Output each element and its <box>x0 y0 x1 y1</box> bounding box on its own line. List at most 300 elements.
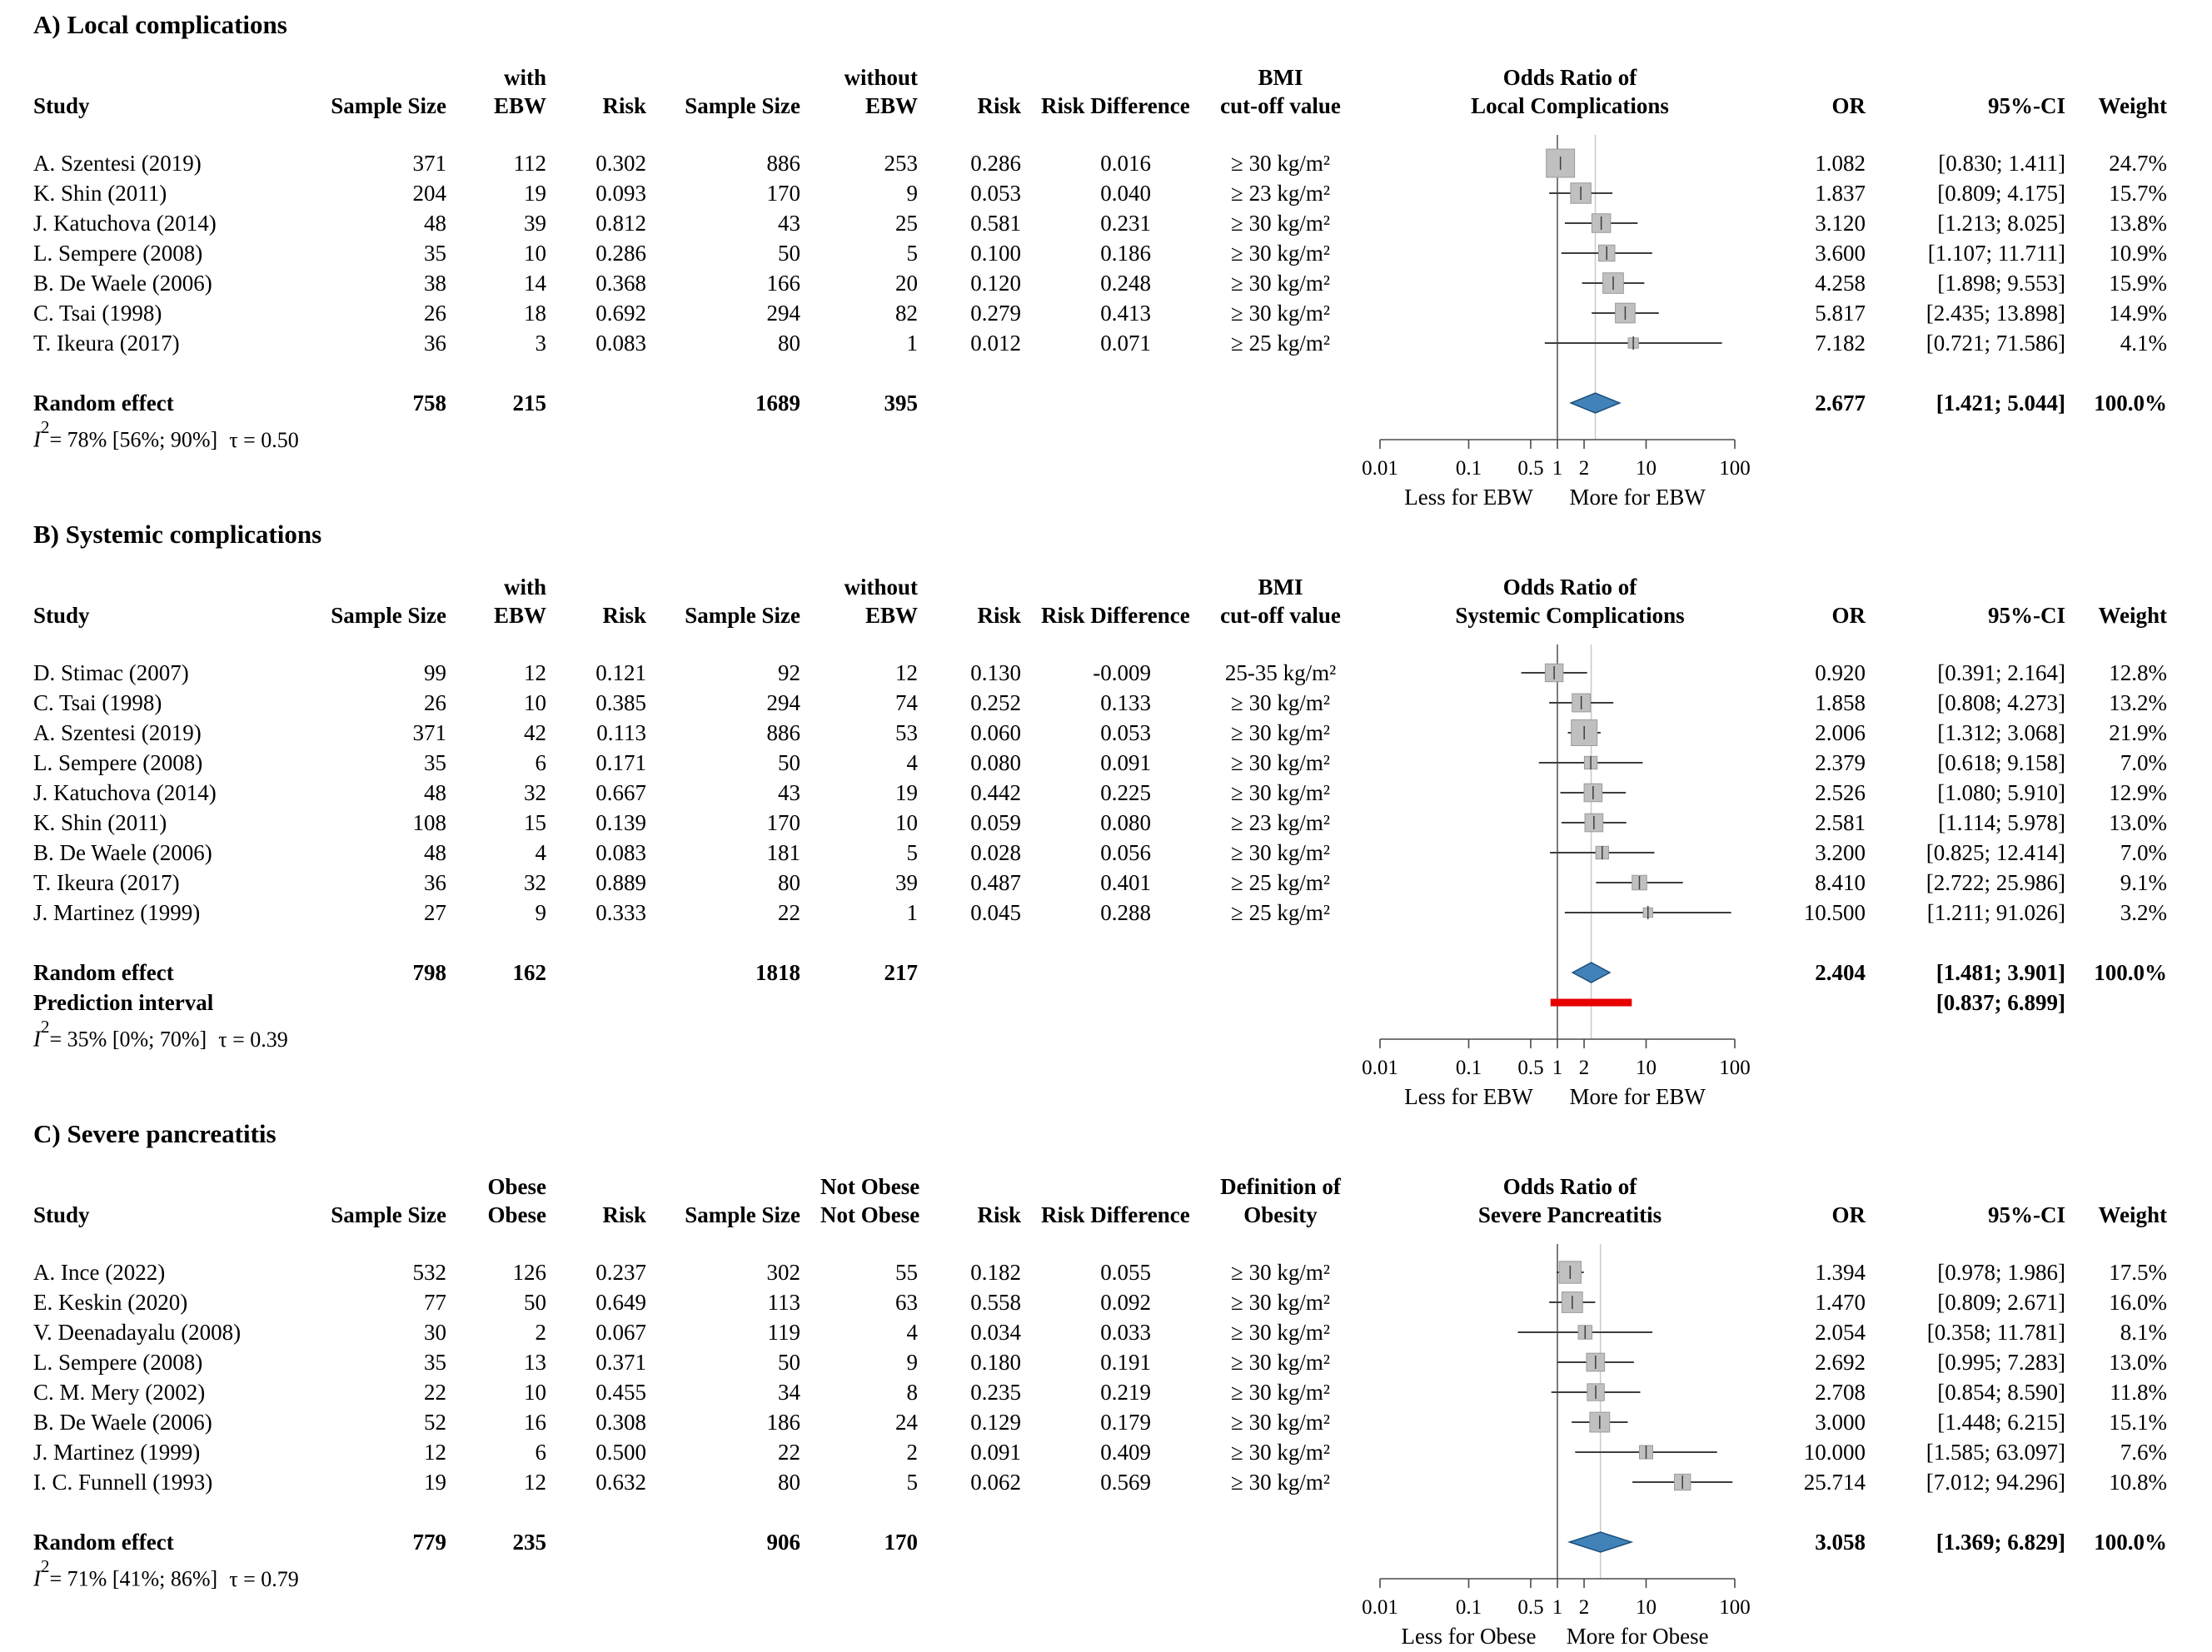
study-risk1: 0.368 <box>595 271 646 296</box>
study-forest <box>1370 208 1770 238</box>
study-study: K. Shin (2011) <box>33 181 167 206</box>
col-header-forest <box>1370 1164 1770 1229</box>
study-ss2: 92 <box>778 660 800 685</box>
study-rd: -0.009 <box>1093 660 1151 685</box>
study-forest <box>1370 1317 1770 1347</box>
study-ss1: 77 <box>424 1290 446 1315</box>
col-header-rd <box>1041 565 1191 629</box>
study-forest <box>1370 1287 1770 1317</box>
study-ss1: 30 <box>424 1320 446 1345</box>
col-header-cutoff <box>1191 1164 1370 1229</box>
study-g2: 82 <box>895 301 918 326</box>
study-cutoff: ≥ 30 kg/m² <box>1231 1260 1330 1285</box>
header-line: EBW <box>493 93 546 118</box>
study-ss2: 43 <box>778 780 800 805</box>
axis-tick-label: 1 <box>1552 1596 1563 1619</box>
study-or: 2.526 <box>1815 780 1866 805</box>
header-line: Systemic Complications <box>1455 603 1685 628</box>
study-risk1: 0.649 <box>595 1290 646 1315</box>
header-line: Odds Ratio of <box>1502 65 1637 90</box>
header-line: Weight <box>2098 93 2167 118</box>
study-cutoff: ≥ 30 kg/m² <box>1231 1320 1330 1345</box>
study-rd: 0.055 <box>1100 1260 1151 1285</box>
study-rd: 0.133 <box>1100 690 1151 715</box>
study-study: J. Katuchova (2014) <box>33 780 217 805</box>
study-or: 1.082 <box>1815 151 1866 176</box>
i-squared-exponent: 2 <box>41 1017 50 1037</box>
col-header-ss2 <box>666 565 820 629</box>
study-forest <box>1370 838 1770 868</box>
panel-body <box>33 565 2179 1107</box>
header-line: Odds Ratio of <box>1502 575 1637 600</box>
study-ss2: 886 <box>766 720 800 745</box>
study-row <box>33 1437 2179 1467</box>
summary-cutoff <box>1191 388 1370 418</box>
study-forest <box>1370 658 1770 688</box>
study-cutoff: ≥ 30 kg/m² <box>1231 1380 1330 1405</box>
header-line: 95%-CI <box>1988 603 2065 628</box>
study-ss1: 48 <box>424 780 446 805</box>
summary-g2: 170 <box>884 1530 918 1555</box>
col-header-study <box>33 565 308 629</box>
header-line: Risk <box>977 603 1021 628</box>
study-risk2: 0.028 <box>970 840 1021 865</box>
study-g1: 14 <box>524 271 546 296</box>
study-ss1: 38 <box>424 271 446 296</box>
study-or: 5.817 <box>1815 301 1866 326</box>
study-cutoff: ≥ 30 kg/m² <box>1231 1440 1330 1465</box>
i-squared-symbol: I <box>33 1565 41 1591</box>
study-ss2: 80 <box>778 1470 800 1495</box>
study-g2: 12 <box>895 660 918 685</box>
study-g1: 10 <box>524 1380 546 1405</box>
summary-risk1 <box>566 958 666 988</box>
study-rd: 0.056 <box>1100 840 1151 865</box>
panel-footer <box>33 1557 2179 1647</box>
prediction-rd <box>1041 988 1191 1018</box>
study-rd: 0.225 <box>1100 780 1151 805</box>
study-weight: 12.8% <box>2109 660 2167 685</box>
col-header-rd <box>1041 55 1191 120</box>
study-weight: 24.7% <box>2109 151 2167 176</box>
prediction-or <box>1770 988 1874 1018</box>
study-risk2: 0.060 <box>970 720 1021 745</box>
prediction-study: Prediction interval <box>33 990 214 1015</box>
panel-title: A) Local complications <box>33 10 287 39</box>
study-ss1: 27 <box>424 900 446 925</box>
study-row <box>33 688 2179 718</box>
study-weight: 10.9% <box>2109 241 2167 266</box>
study-rd: 0.413 <box>1100 301 1151 326</box>
axis-tick-label: 100 <box>1719 1057 1751 1079</box>
summary-g1: 215 <box>512 391 546 415</box>
axis-tick-label: 1 <box>1552 457 1563 480</box>
summary-ss1: 779 <box>412 1530 446 1555</box>
study-risk1: 0.667 <box>595 780 646 805</box>
header-line: OR <box>1831 1202 1866 1227</box>
col-header-rd <box>1041 1164 1191 1229</box>
study-ss1: 48 <box>424 840 446 865</box>
summary-study: Random effect <box>33 1530 174 1555</box>
study-g1: 12 <box>524 660 546 685</box>
tau-value: τ = 0.79 <box>229 1566 299 1591</box>
study-ci: [0.854; 8.590] <box>1937 1380 2065 1405</box>
study-ci: [0.995; 7.283] <box>1937 1350 2065 1375</box>
prediction-forest <box>1370 988 1770 1018</box>
study-risk1: 0.093 <box>595 181 646 206</box>
axis-right-label: More for EBW <box>1569 1084 1706 1107</box>
study-risk2: 0.045 <box>970 900 1021 925</box>
study-risk1: 0.302 <box>595 151 646 176</box>
study-or: 1.394 <box>1815 1260 1866 1285</box>
col-header-risk2 <box>941 1164 1041 1229</box>
forest-panel <box>33 1117 2179 1647</box>
study-cutoff: ≥ 30 kg/m² <box>1231 211 1330 236</box>
study-g1: 13 <box>524 1350 546 1375</box>
study-or: 2.708 <box>1815 1380 1866 1405</box>
heterogeneity-text <box>33 418 2179 455</box>
study-g1: 19 <box>524 181 546 206</box>
study-ss1: 52 <box>424 1410 446 1435</box>
col-header-risk2 <box>941 565 1041 629</box>
col-header-g2 <box>820 55 941 120</box>
study-g2: 2 <box>906 1440 918 1465</box>
study-or: 8.410 <box>1815 870 1866 895</box>
tau-value: τ = 0.50 <box>229 427 299 452</box>
study-ss2: 80 <box>778 331 800 356</box>
study-cutoff: ≥ 30 kg/m² <box>1231 720 1330 745</box>
prediction-risk2 <box>941 988 1041 1018</box>
col-header-g1 <box>466 55 566 120</box>
study-risk2: 0.059 <box>970 810 1021 835</box>
study-g1: 3 <box>535 331 546 356</box>
study-rd: 0.409 <box>1100 1440 1151 1465</box>
study-or: 3.000 <box>1815 1410 1866 1435</box>
study-g2: 74 <box>895 690 918 715</box>
study-forest <box>1370 1467 1770 1497</box>
study-ss1: 371 <box>412 720 446 745</box>
study-row <box>33 748 2179 778</box>
col-header-g1 <box>466 565 566 629</box>
study-g1: 16 <box>524 1410 546 1435</box>
summary-g2: 395 <box>884 391 918 415</box>
study-g2: 9 <box>906 1350 918 1375</box>
study-weight: 13.0% <box>2109 810 2167 835</box>
study-ss2: 181 <box>766 840 800 865</box>
study-rd: 0.016 <box>1100 151 1151 176</box>
study-risk1: 0.692 <box>595 301 646 326</box>
study-study: B. De Waele (2006) <box>33 1410 212 1435</box>
study-row <box>33 1257 2179 1287</box>
study-weight: 12.9% <box>2109 780 2167 805</box>
study-or: 2.054 <box>1815 1320 1866 1345</box>
study-ci: [7.012; 94.296] <box>1926 1470 2065 1495</box>
summary-or: 3.058 <box>1815 1530 1866 1555</box>
prediction-ss2 <box>666 988 820 1018</box>
study-ss1: 204 <box>412 181 446 206</box>
study-or: 0.920 <box>1815 660 1866 685</box>
header-line: Risk Difference <box>1041 1202 1190 1227</box>
study-risk1: 0.632 <box>595 1470 646 1495</box>
study-weight: 14.9% <box>2109 301 2167 326</box>
col-header-ci <box>1874 565 2070 629</box>
study-cutoff: ≥ 30 kg/m² <box>1231 1470 1330 1495</box>
spacer-row <box>33 928 2179 958</box>
header-line: cut-off value <box>1220 93 1341 118</box>
study-ci: [0.358; 11.781] <box>1926 1320 2065 1345</box>
study-risk1: 0.083 <box>595 840 646 865</box>
study-weight: 11.8% <box>2110 1380 2167 1405</box>
study-risk2: 0.252 <box>970 690 1021 715</box>
study-forest <box>1370 1257 1770 1287</box>
study-risk2: 0.080 <box>970 750 1021 775</box>
summary-ss2: 1689 <box>755 391 800 415</box>
header-line: Sample Size <box>331 93 446 118</box>
study-risk1: 0.455 <box>595 1380 646 1405</box>
panel-footer <box>33 1018 2179 1107</box>
prediction-interval-row <box>33 988 2179 1018</box>
study-g2: 25 <box>895 211 918 236</box>
study-risk1: 0.333 <box>595 900 646 925</box>
study-ss1: 22 <box>424 1380 446 1405</box>
header-line: Sample Size <box>685 603 800 628</box>
summary-weight: 100.0% <box>2094 1530 2167 1555</box>
study-forest <box>1370 1347 1770 1377</box>
axis-left-label: Less for Obese <box>1401 1624 1537 1647</box>
study-ss2: 170 <box>766 181 800 206</box>
study-g2: 55 <box>895 1260 918 1285</box>
col-header-study <box>33 55 308 120</box>
header-line: without <box>844 65 918 90</box>
study-g2: 1 <box>906 331 918 356</box>
study-or: 1.858 <box>1815 690 1866 715</box>
summary-risk1 <box>566 1527 666 1557</box>
study-g2: 39 <box>895 870 918 895</box>
col-header-ss2 <box>666 55 820 120</box>
study-study: D. Stimac (2007) <box>33 660 189 685</box>
study-row <box>33 778 2179 808</box>
study-forest <box>1370 328 1770 358</box>
header-line: Not Obese <box>820 1202 920 1227</box>
header-line: Sample Size <box>331 603 446 628</box>
study-g2: 4 <box>906 1320 918 1345</box>
col-header-risk2 <box>941 55 1041 120</box>
study-row <box>33 1467 2179 1497</box>
study-risk2: 0.129 <box>970 1410 1021 1435</box>
study-weight: 15.9% <box>2109 271 2167 296</box>
study-weight: 7.6% <box>2120 1440 2167 1465</box>
header-line: 95%-CI <box>1988 1202 2065 1227</box>
study-or: 10.000 <box>1803 1440 1866 1465</box>
study-risk2: 0.100 <box>970 241 1021 266</box>
header-line: Severe Pancreatitis <box>1477 1202 1662 1227</box>
study-risk2: 0.487 <box>970 870 1021 895</box>
study-weight: 10.8% <box>2109 1470 2167 1495</box>
study-rd: 0.401 <box>1100 870 1151 895</box>
study-rd: 0.040 <box>1100 181 1151 206</box>
study-forest <box>1370 298 1770 328</box>
study-cutoff: ≥ 25 kg/m² <box>1231 870 1330 895</box>
study-forest <box>1370 688 1770 718</box>
study-study: J. Martinez (1999) <box>33 1440 201 1465</box>
study-ss1: 36 <box>424 331 446 356</box>
col-header-weight <box>2070 1164 2170 1229</box>
study-ss1: 35 <box>424 241 446 266</box>
study-weight: 13.0% <box>2109 1350 2167 1375</box>
study-g2: 20 <box>895 271 918 296</box>
header-line: Obese <box>487 1174 546 1199</box>
study-risk2: 0.053 <box>970 181 1021 206</box>
col-header-weight <box>2070 565 2170 629</box>
study-weight: 13.8% <box>2109 211 2167 236</box>
study-or: 1.837 <box>1815 181 1866 206</box>
i-squared-exponent: 2 <box>41 1556 50 1576</box>
study-risk2: 0.279 <box>970 301 1021 326</box>
study-forest <box>1370 148 1770 178</box>
summary-g1: 235 <box>512 1530 546 1555</box>
study-ci: [0.978; 1.986] <box>1937 1260 2065 1285</box>
summary-rd <box>1041 388 1191 418</box>
study-g1: 112 <box>513 151 546 176</box>
study-risk2: 0.091 <box>970 1440 1021 1465</box>
study-cutoff: ≥ 23 kg/m² <box>1231 181 1330 206</box>
study-g1: 4 <box>535 840 546 865</box>
study-rd: 0.071 <box>1100 331 1151 356</box>
axis-tick-label: 0.1 <box>1455 1057 1482 1079</box>
study-g1: 32 <box>524 870 546 895</box>
study-risk1: 0.121 <box>595 660 646 685</box>
study-or: 2.006 <box>1815 720 1866 745</box>
header-line: Risk <box>602 93 646 118</box>
study-weight: 4.1% <box>2120 331 2167 356</box>
header-line: Risk <box>602 1202 646 1227</box>
study-rd: 0.091 <box>1100 750 1151 775</box>
summary-weight: 100.0% <box>2094 960 2167 985</box>
study-ss1: 48 <box>424 211 446 236</box>
summary-forest <box>1370 1527 1770 1557</box>
study-ss2: 302 <box>766 1260 800 1285</box>
study-g1: 126 <box>512 1260 546 1285</box>
study-g2: 4 <box>906 750 918 775</box>
table-header-row <box>33 55 2179 120</box>
header-line: Study <box>33 93 90 118</box>
col-header-cutoff <box>1191 565 1370 629</box>
study-ss1: 532 <box>412 1260 446 1285</box>
study-ci: [1.448; 6.215] <box>1937 1410 2065 1435</box>
col-header-g1 <box>466 1164 566 1229</box>
study-g2: 5 <box>906 241 918 266</box>
study-ss1: 35 <box>424 1350 446 1375</box>
summary-row <box>33 958 2179 988</box>
study-rows <box>33 658 2179 928</box>
study-ss1: 36 <box>424 870 446 895</box>
header-line: with <box>503 65 546 90</box>
panel-body <box>33 1164 2179 1647</box>
study-ci: [1.211; 91.026] <box>1926 900 2065 925</box>
prediction-weight <box>2070 988 2170 1018</box>
header-line: Obese <box>487 1202 546 1227</box>
study-rows <box>33 1257 2179 1497</box>
study-study: A. Szentesi (2019) <box>33 720 202 745</box>
axis-tick-label: 100 <box>1719 1596 1751 1619</box>
study-row <box>33 1347 2179 1377</box>
study-rd: 0.219 <box>1100 1380 1151 1405</box>
study-row <box>33 1377 2179 1407</box>
study-or: 2.692 <box>1815 1350 1866 1375</box>
header-line: cut-off value <box>1220 603 1341 628</box>
study-or: 2.581 <box>1815 810 1866 835</box>
study-weight: 16.0% <box>2109 1290 2167 1315</box>
study-ss2: 886 <box>766 151 800 176</box>
forest-panel <box>33 518 2179 1107</box>
summary-weight: 100.0% <box>2094 391 2167 415</box>
study-rd: 0.186 <box>1100 241 1151 266</box>
study-rd: 0.231 <box>1100 211 1151 236</box>
study-risk1: 0.171 <box>595 750 646 775</box>
study-rd: 0.191 <box>1100 1350 1151 1375</box>
study-risk1: 0.067 <box>595 1320 646 1345</box>
heterogeneity-text <box>33 1557 2179 1595</box>
study-ci: [0.721; 71.586] <box>1926 331 2065 356</box>
study-risk1: 0.812 <box>595 211 646 236</box>
study-ci: [0.808; 4.273] <box>1937 690 2065 715</box>
study-cutoff: ≥ 30 kg/m² <box>1231 241 1330 266</box>
study-g1: 42 <box>524 720 546 745</box>
header-line: Weight <box>2098 603 2167 628</box>
header-line: Sample Size <box>685 93 800 118</box>
study-ci: [2.435; 13.898] <box>1926 301 2065 326</box>
summary-ci: [1.421; 5.044] <box>1936 391 2065 415</box>
study-risk1: 0.113 <box>596 720 646 745</box>
study-g1: 6 <box>535 1440 546 1465</box>
study-g1: 9 <box>535 900 546 925</box>
axis-tick-label: 10 <box>1636 1057 1657 1079</box>
header-line: Risk <box>977 1202 1021 1227</box>
i-squared-value: = 71% [41%; 86%] <box>49 1566 218 1591</box>
summary-risk2 <box>941 958 1041 988</box>
col-header-g2 <box>820 565 941 629</box>
study-weight: 15.1% <box>2109 1410 2167 1435</box>
study-ss1: 26 <box>424 690 446 715</box>
study-ss2: 186 <box>766 1410 800 1435</box>
study-risk2: 0.286 <box>970 151 1021 176</box>
summary-ss1: 758 <box>412 391 446 415</box>
header-line: OR <box>1831 93 1866 118</box>
i-squared-value: = 35% [0%; 70%] <box>49 1027 207 1052</box>
header-line: Obesity <box>1243 1202 1318 1227</box>
study-weight: 9.1% <box>2120 870 2167 895</box>
study-risk2: 0.062 <box>970 1470 1021 1495</box>
header-line: Risk Difference <box>1041 603 1190 628</box>
col-header-ss2 <box>666 1164 820 1229</box>
study-study: I. C. Funnell (1993) <box>33 1470 213 1495</box>
study-weight: 8.1% <box>2120 1320 2167 1345</box>
study-row <box>33 808 2179 838</box>
study-g1: 10 <box>524 690 546 715</box>
study-cutoff: ≥ 30 kg/m² <box>1231 750 1330 775</box>
heterogeneity-text <box>33 1018 2179 1055</box>
study-rows <box>33 148 2179 358</box>
study-cutoff: ≥ 30 kg/m² <box>1231 271 1330 296</box>
summary-ci: [1.369; 6.829] <box>1936 1530 2065 1555</box>
study-ss2: 294 <box>766 690 800 715</box>
summary-risk2 <box>941 1527 1041 1557</box>
study-forest <box>1370 778 1770 808</box>
col-header-g2 <box>820 1164 941 1229</box>
axis-tick-label: 0.01 <box>1362 457 1398 480</box>
study-risk1: 0.237 <box>595 1260 646 1285</box>
study-study: A. Ince (2022) <box>33 1260 166 1285</box>
